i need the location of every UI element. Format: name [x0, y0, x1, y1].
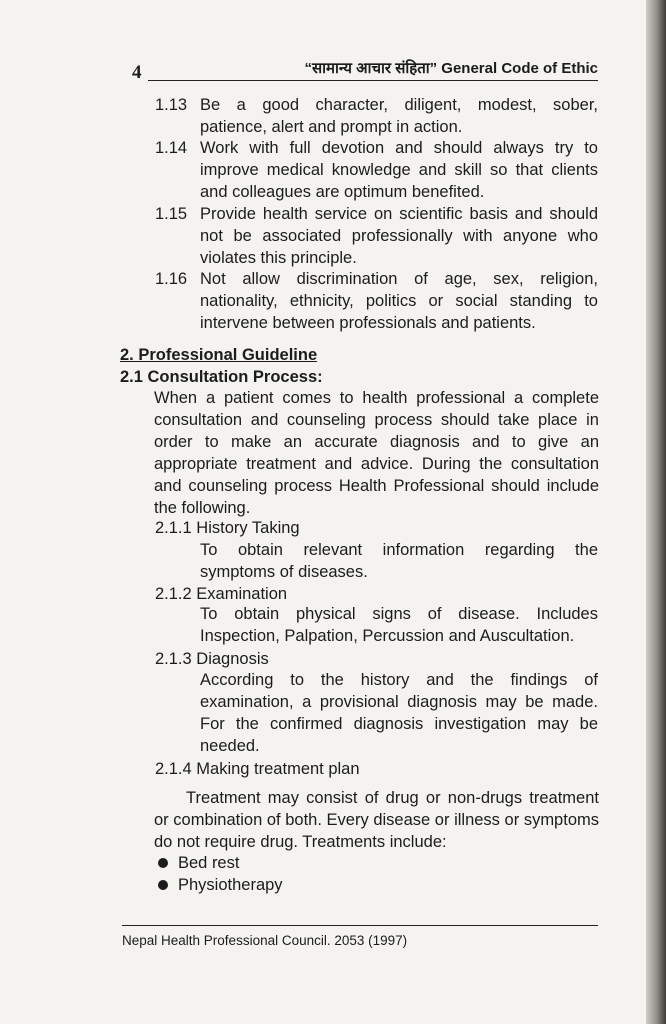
footer-rule	[122, 925, 598, 926]
item-number: 1.16	[155, 270, 188, 288]
running-header: “सामान्य आचार संहिता” General Code of Ethic	[304, 60, 598, 77]
page-footer: Nepal Health Professional Council. 2053 (1997)	[122, 933, 408, 948]
item-number: 1.14	[155, 139, 188, 157]
subsection-text: According to the history and the findings of examination, a provisional diagnosis may be made. For the confirmed diagnosis investigation may be needed.	[200, 671, 598, 755]
item-number: 1.13	[155, 96, 188, 114]
item-number: 1.15	[155, 205, 188, 223]
subsection-heading: 2.1.4 Making treatment plan	[155, 760, 360, 778]
item-text: Provide health service on scientific basis and should not be associated professionally with anyone who violates this principle.	[200, 205, 598, 267]
page-number: 4	[132, 62, 142, 83]
subsection-heading: 2.1.1 History Taking	[155, 519, 300, 537]
book-spine	[646, 0, 666, 1024]
bullet-item: Bed rest	[178, 854, 240, 872]
subsection-text: To obtain relevant information regarding the symptoms of diseases.	[200, 541, 598, 581]
item-text: Work with full devotion and should always try to improve medical knowledge and skill so that clients and colleagues are optimum benefited.	[200, 139, 598, 201]
header-rule	[148, 80, 598, 81]
bullet-item: Physiotherapy	[178, 876, 283, 894]
subsection-heading: 2.1.2 Examination	[155, 585, 288, 603]
section-title: 2. Professional Guideline	[120, 346, 318, 364]
treatment-paragraph: Treatment may consist of drug or non-drugs treatment or combination of both. Every disease or illness or symptoms do not require drug. Treatments include:	[154, 789, 599, 851]
item-text: Not allow discrimination of age, sex, religion, nationality, ethnicity, politics or social standing to intervene between professionals and patients.	[200, 270, 598, 332]
subsection-title: 2.1 Consultation Process:	[120, 368, 323, 386]
bullet-icon	[158, 880, 168, 890]
item-text: Be a good character, diligent, modest, sober, patience, alert and prompt in action.	[200, 96, 598, 136]
subsection-text: To obtain physical signs of disease. Includes Inspection, Palpation, Percussion and Auscultation.	[200, 605, 598, 645]
bullet-icon	[158, 858, 168, 868]
section-intro: When a patient comes to health professional a complete consultation and counseling process should take place in order to make an accurate diagnosis and to give an appropriate treatment and advice. During the consultation and counseling process Health Professional should include the following.	[154, 389, 599, 517]
subsection-heading: 2.1.3 Diagnosis	[155, 650, 269, 668]
